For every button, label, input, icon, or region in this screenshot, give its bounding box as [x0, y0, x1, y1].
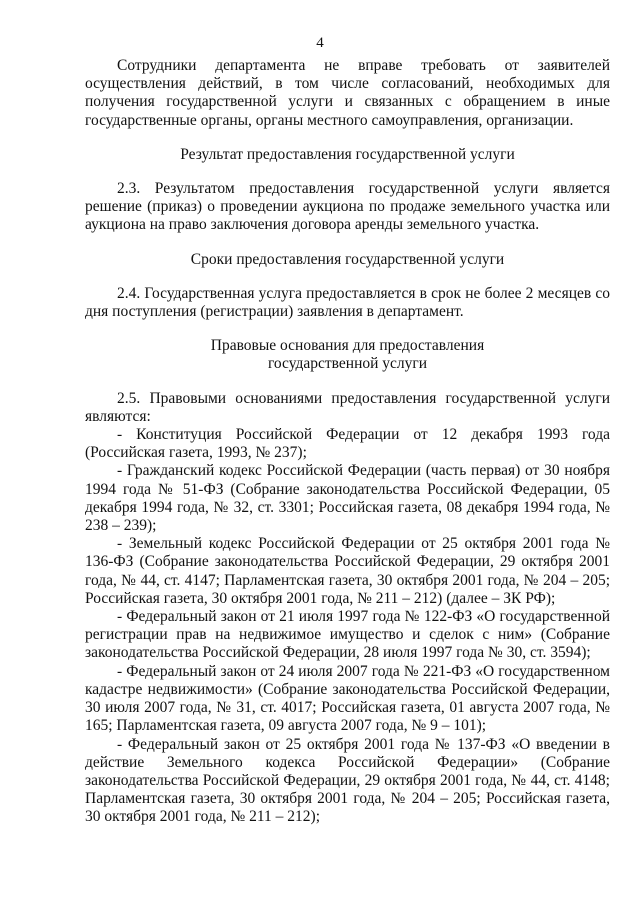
legal-item-law-221: - Федеральный закон от 24 июля 2007 года № 221-ФЗ «О государственном кадастре недвижимости» (Собрание законодательства Российской Федерации, 30 июля 2007 года, № 31, ст. 4017; Российская газета, 01 августа 2007 года, № 165; Парламентская газета, 09 августа 2007 года, № 9 – 101);: [85, 662, 610, 735]
paragraph-2-3: 2.3. Результатом предоставления государственной услуги является решение (приказ) о проведении аукциона по продаже земельного участка или аукциона на право заключения договора аренды земельного участка.: [85, 180, 610, 234]
page-number: 4: [316, 35, 324, 51]
paragraph-2-4: 2.4. Государственная услуга предоставляется в срок не более 2 месяцев со дня поступления (регистрации) заявления в департамент.: [85, 284, 610, 321]
paragraph-2-5: 2.5. Правовыми основаниями предоставления государственной услуги являются:: [85, 389, 610, 425]
legal-item-law-122: - Федеральный закон от 21 июля 1997 года № 122-ФЗ «О государственной регистрации прав на недвижимое имущество и сделок с ним» (Собрание законодательства Российской Федерации, 28 июля 1997 года № 30, ст. 3594);: [85, 608, 610, 662]
document-body: [85, 57, 610, 827]
legal-item-civil-code: - Гражданский кодекс Российской Федерации (часть первая) от 30 ноября 1994 года № 51-ФЗ (Собрание законодательства Российской Федерации, 05 декабря 1994 года, № 32, ст. 3301; Российская газета, 08 декабря 1994 года, № 238 – 239);: [85, 462, 610, 535]
intro-paragraph: Сотрудники департамента не вправе требовать от заявителей осуществления действий, в том числе согласований, необходимых для получения государственной услуги и связанных с обращением в иные государственные органы, органы местного самоуправления, организации.: [85, 57, 610, 129]
heading-legal-line-2: государственной услуги: [267, 355, 428, 373]
heading-result: Результат предоставления государственной услуги: [180, 145, 515, 163]
legal-item-law-137: - Федеральный закон от 25 октября 2001 года № 137-ФЗ «О введении в действие Земельного кодекса Российской Федерации» (Собрание законодательства Российской Федерации, 29 октября 2001 года, № 44, ст. 4148; Парламентская газета, 30 октября 2001 года, № 204 – 205; Российская газета, 30 октября 2001 года, № 211 – 212);: [85, 735, 610, 826]
legal-item-constitution: - Конституция Российской Федерации от 12 декабря 1993 года (Российская газета, 1993, № 237);: [85, 426, 610, 462]
legal-item-land-code: - Земельный кодекс Российской Федерации от 25 октября 2001 года № 136-ФЗ (Собрание законодательства Российской Федерации, 29 октября 2001 года, № 44, ст. 4147; Парламентская газета, 30 октября 2001 года, № 204 – 205; Российская газета, 30 октября 2001 года, № 211 – 212) (далее – ЗК РФ);: [85, 535, 610, 607]
heading-terms: Сроки предоставления государственной услуги: [190, 250, 505, 268]
heading-legal-line-1: Правовые основания для предоставления: [210, 337, 485, 355]
